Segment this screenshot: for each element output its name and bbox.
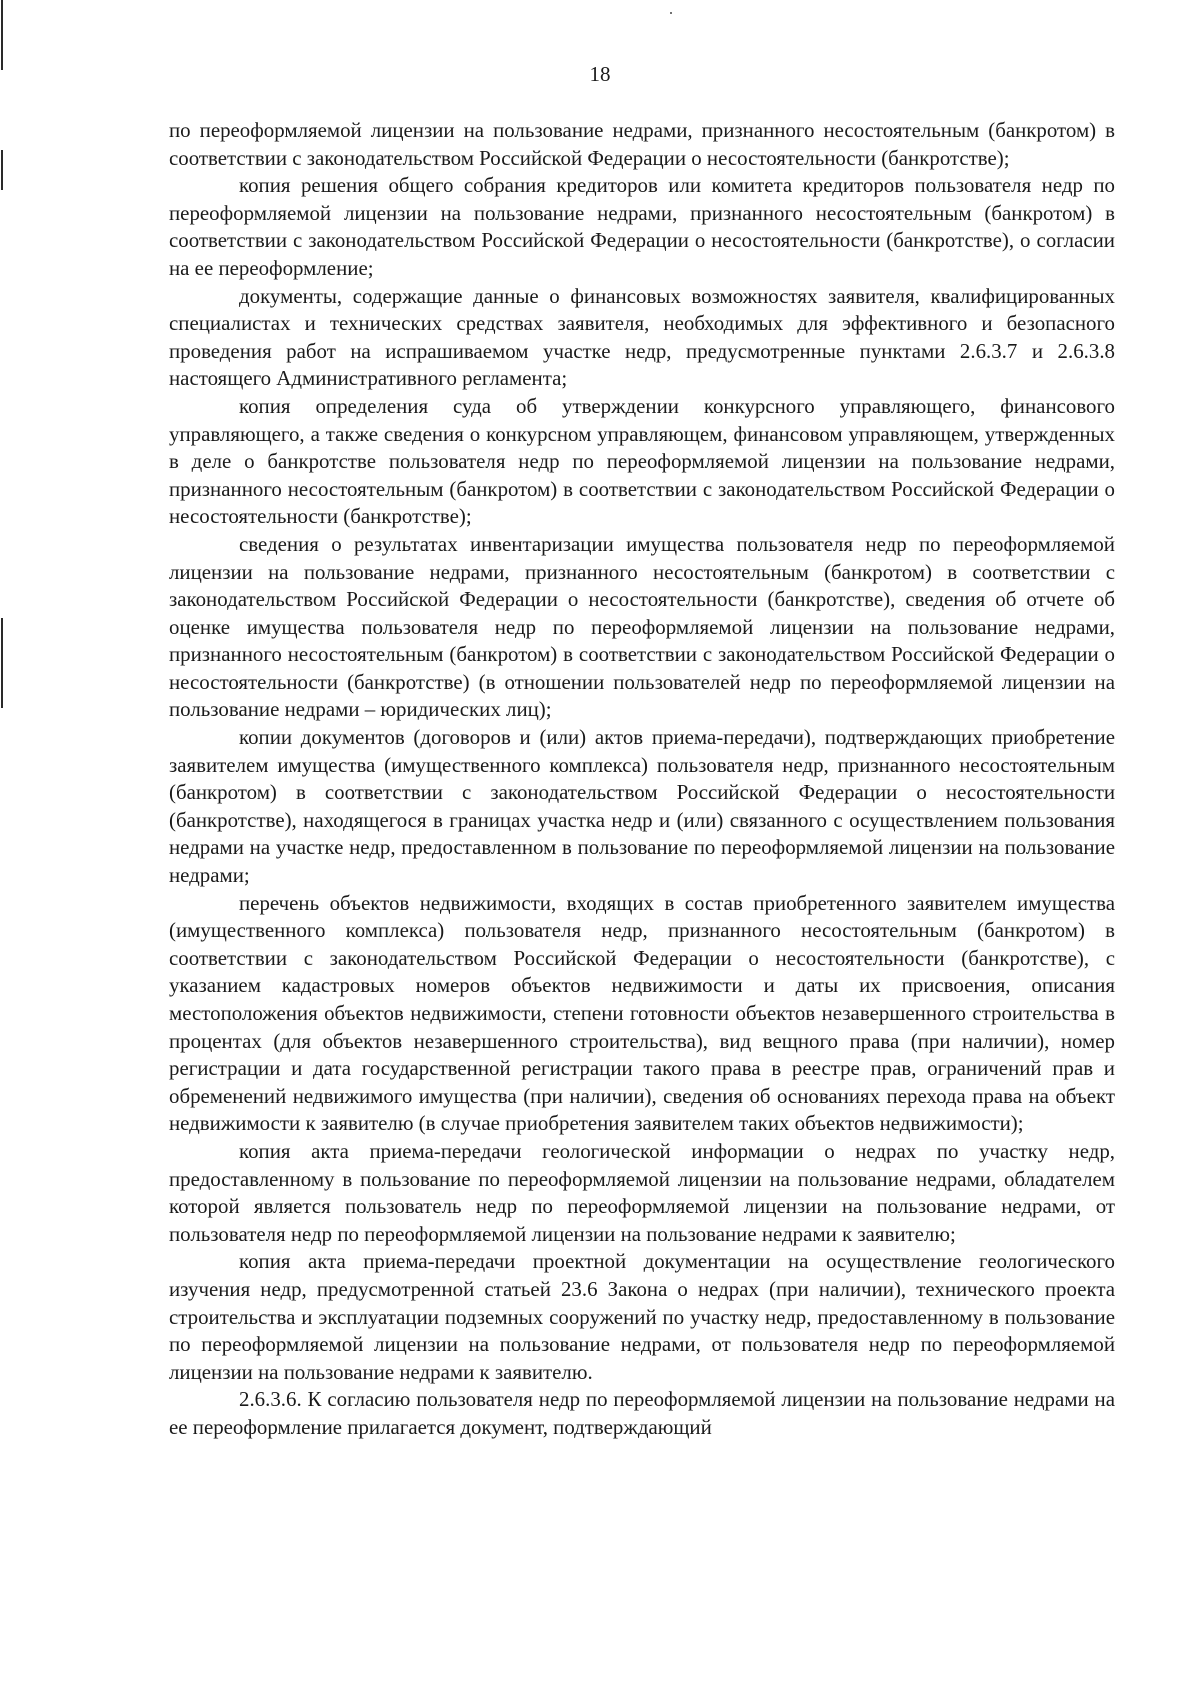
- page-number: 18: [589, 62, 611, 86]
- paragraph: 2.6.3.6. К согласию пользователя недр по переоформляемой лицензии на пользование недрами на ее переоформление прилагается документ, подтверждающий: [169, 1387, 1115, 1439]
- scan-margin-mark: [1, 618, 3, 708]
- scan-dust-dot: [670, 12, 672, 14]
- scan-margin-mark: [1, 150, 3, 190]
- paragraph: копия определения суда об утверждении конкурсного управляющего, финансового управляющего, а также сведения о конкурсном управляющем, финансовом управляющем, утвержденных в деле о банкротстве пользователя недр по переоформляемой лицензии на пользование недрами, признанного несостоятельным (банкротом) в соответствии с законодательством Российской Федерации о несостоятельности (банкротстве);: [169, 393, 1115, 529]
- document-body: [169, 117, 1115, 1442]
- scan-margin-mark: [1, 0, 3, 70]
- paragraph: документы, содержащие данные о финансовых возможностях заявителя, квалифицированных специалистах и технических средствах заявителя, необходимых для эффективного и безопасного проведения работ на испрашиваемом участке недр, предусмотренные пунктами 2.6.3.7 и 2.6.3.8 настоящего Административного регламента;: [169, 283, 1115, 391]
- paragraph: копия акта приема-передачи геологической информации о недрах по участку недр, предоставленному в пользование по переоформляемой лицензии на пользование недрами, обладателем которой является пользователь недр по переоформляемой лицензии на пользование недрами, от пользователя недр по переоформляемой лицензии на пользование недрами к заявителю;: [169, 1138, 1115, 1246]
- paragraph: копия решения общего собрания кредиторов или комитета кредиторов пользователя недр по переоформляемой лицензии на пользование недрами, признанного несостоятельным (банкротом) в соответствии с законодательством Российской Федерации о несостоятельности (банкротстве), о согласии на ее переоформление;: [169, 173, 1115, 280]
- paragraph: сведения о результатах инвентаризации имущества пользователя недр по переоформляемой лицензии на пользование недрами, признанного несостоятельным (банкротом) в соответствии с законодательством Российской Федерации о несостоятельности (банкротстве), сведения об отчете об оценке имущества пользователя недр по переоформляемой лицензии на пользование недрами, признанного несостоятельным (банкротом) в соответствии с законодательством Российской Федерации о несостоятельности (банкротстве) (в отношении пользователей недр по переоформляемой лицензии на пользование недрами – юридических лиц);: [169, 531, 1115, 722]
- paragraph: копии документов (договоров и (или) актов приема-передачи), подтверждающих приобретение заявителем имущества (имущественного комплекса) пользователя недр, признанного несостоятельным (банкротом) в соответствии с законодательством Российской Федерации о несостоятельности (банкротстве), находящегося в границах участка недр и (или) связанного с осуществлением пользования недрами на участке недр, предоставленном в пользование по переоформляемой лицензии на пользование недрами;: [169, 725, 1115, 888]
- paragraph: по переоформляемой лицензии на пользование недрами, признанного несостоятельным (банкротом) в соответствии с законодательством Российской Федерации о несостоятельности (банкротстве);: [169, 118, 1115, 170]
- paragraph: перечень объектов недвижимости, входящих в состав приобретенного заявителем имущества (имущественного комплекса) пользователя недр, признанного несостоятельным (банкротом) в соответствии с законодательством Российской Федерации о несостоятельности (банкротстве), с указанием кадастровых номеров объектов недвижимости и даты их присвоения, описания местоположения объектов недвижимости, степени готовности объектов незавершенного строительства в процентах (для объектов незавершенного строительства), вид вещного права (при наличии), номер регистрации и дата государственной регистрации такого права в реестре прав, ограничений прав и обременений недвижимого имущества (при наличии), сведения об основаниях перехода права на объект недвижимости к заявителю (в случае приобретения заявителем таких объектов недвижимости);: [169, 890, 1115, 1136]
- paragraph: копия акта приема-передачи проектной документации на осуществление геологического изучения недр, предусмотренной статьей 23.6 Закона о недрах (при наличии), технического проекта строительства и эксплуатации подземных сооружений по участку недр, предоставленному в пользование по переоформляемой лицензии на пользование недрами, от пользователя недр по переоформляемой лицензии на пользование недрами к заявителю.: [169, 1249, 1115, 1384]
